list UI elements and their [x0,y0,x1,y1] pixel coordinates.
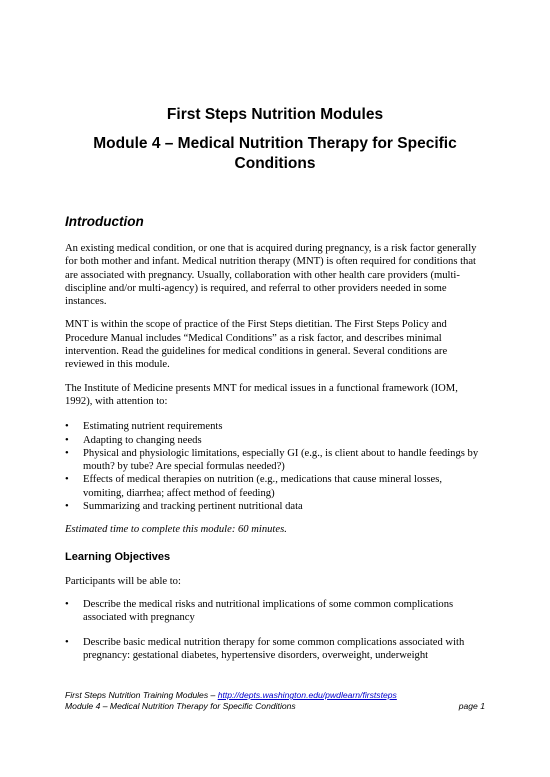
module-title: Module 4 – Medical Nutrition Therapy for Specific Conditions [93,135,457,172]
document-title: First Steps Nutrition Modules [166,106,384,123]
bullet-icon: • [65,501,69,513]
list-item-text: Estimating nutrient requirements [83,421,223,433]
bullet-icon: • [65,474,69,486]
time-estimate: Estimated time to complete this module: 60 minutes. [65,524,287,536]
introduction-heading: Introduction [65,214,144,229]
footer-module-line: Module 4 – Medical Nutrition Therapy for Specific Conditions [65,701,296,711]
bullet-icon: • [65,434,69,446]
list-item-text: Summarizing and tracking pertinent nutritional data [83,501,303,513]
bullet-icon: • [65,421,69,433]
bullet-icon: • [65,598,69,610]
list-item [65,500,485,513]
page-number: page 1 [458,701,485,711]
list-item-text: Describe the medical risks and nutritional implications of some common complications associated with pregnancy [83,598,454,624]
list-item-text: Effects of medical therapies on nutrition (e.g., medications that cause mineral losses, vomiting, diarrhea; affect method of feeding) [83,474,442,499]
bullet-icon: • [65,447,69,459]
list-item [65,434,485,447]
list-item-text: Physical and physiologic limitations, especially GI (e.g., is client about to handle feedings by mouth? by tube? Are special formulas needed?) [83,447,479,473]
list-item-text: Adapting to changing needs [83,434,202,446]
footer-link[interactable]: http://depts.washington.edu/pwdlearn/firststeps [217,690,397,700]
list-item-text: Describe basic medical nutrition therapy for some common complications associated with pregnancy: gestational diabetes, hypertensive disorders, overweight, underweight [83,636,465,661]
list-item [65,598,485,625]
objectives-intro: Participants will be able to: [65,575,181,587]
list-item [65,447,485,474]
intro-paragraph-1: An existing medical condition, or one that is acquired during pregnancy, is a risk factor generally for both mother and infant. Medical nutrition therapy (MNT) is often required for conditions that are associated with pregnancy. Usually, collaboration with other health care providers (multi-discipline and/or multi-agency) is required, and referral to other providers needed in some instances. [65,243,477,308]
bullet-icon: • [65,636,69,648]
list-item [65,473,485,500]
intro-paragraph-2: MNT is within the scope of practice of the First Steps dietitian. The First Steps Policy and Procedure Manual includes “Medical Conditions” as a risk factor, and describes minimal intervention. Read the guidelines for medical conditions in general. Several conditions are reviewed in this module. [65,319,448,371]
mnt-framework-list [65,420,485,513]
objectives-list [65,598,485,662]
learning-objectives-heading: Learning Objectives [65,550,171,563]
list-item [65,420,485,433]
page-content [65,105,485,673]
footer-line-2 [65,701,485,712]
list-item [65,636,485,663]
footer-prefix: First Steps Nutrition Training Modules – [65,690,218,700]
intro-paragraph-3: The Institute of Medicine presents MNT for medical issues in a functional framework (IOM, 1992), with attention to: [65,382,458,407]
page-footer [65,690,485,712]
footer-line-1 [65,690,485,701]
